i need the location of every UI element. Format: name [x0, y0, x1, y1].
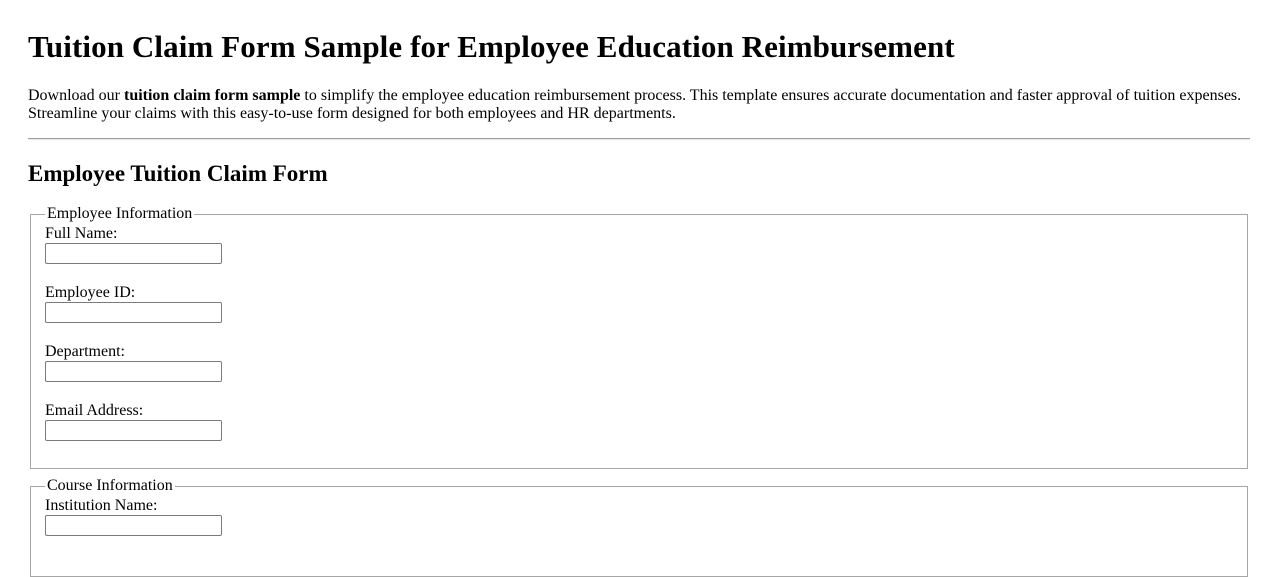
department-input[interactable]	[45, 361, 222, 382]
page-title: Tuition Claim Form Sample for Employee Education Reimbursement	[28, 29, 955, 64]
full-name-input[interactable]	[45, 243, 222, 264]
full-name-label: Full Name:	[45, 225, 118, 242]
institution-name-input[interactable]	[45, 515, 222, 536]
institution-name-label: Institution Name:	[45, 497, 158, 514]
full-name-field	[45, 225, 1233, 264]
department-field	[45, 343, 1233, 382]
intro-text-after: to simplify the employee education reimbursement process. This template ensures accurate documentation and faster approval of tuition expenses. Streamline your claims with this easy-to-use form designed for both employees and HR departments.	[28, 87, 1242, 122]
employee-information-fieldset	[30, 205, 1248, 469]
intro-paragraph	[28, 87, 1250, 123]
institution-name-field	[45, 497, 1233, 536]
course-information-legend: Course Information	[47, 477, 173, 494]
email-address-field	[45, 402, 1233, 441]
email-address-label: Email Address:	[45, 402, 144, 419]
divider	[28, 138, 1250, 140]
intro-text-bold: tuition claim form sample	[123, 87, 301, 104]
course-information-fieldset	[30, 477, 1248, 577]
employee-id-field	[45, 284, 1233, 323]
employee-id-input[interactable]	[45, 302, 222, 323]
intro-text-before: Download our	[28, 87, 124, 104]
department-label: Department:	[45, 343, 125, 360]
form-heading: Employee Tuition Claim Form	[28, 161, 328, 186]
employee-id-label: Employee ID:	[45, 284, 136, 301]
tuition-claim-form	[28, 205, 1250, 577]
email-address-input[interactable]	[45, 420, 222, 441]
employee-information-legend: Employee Information	[47, 205, 193, 222]
